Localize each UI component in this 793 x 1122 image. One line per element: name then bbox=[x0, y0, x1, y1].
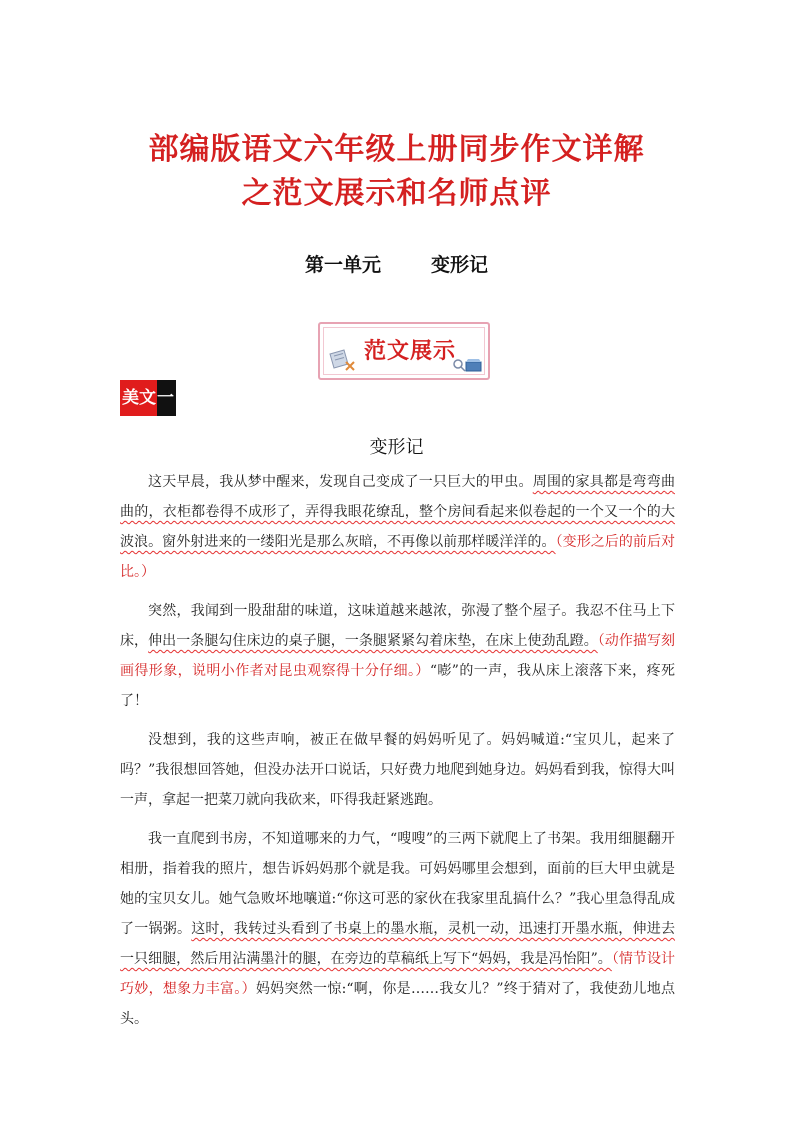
paragraph-text: “嘭”的一声，我从床上滚落下来，疼死了！ bbox=[120, 663, 675, 709]
paragraph-text: 妈妈突然一惊:“啊，你是……我女儿？”终于猜对了，我使劲儿地点头。 bbox=[120, 981, 676, 1027]
essay-body bbox=[120, 467, 675, 1043]
teacher-comment: （动作描写刻画得形象，说明小作者对昆虫观察得十分仔细。） bbox=[120, 633, 676, 679]
highlighted-sentence: 伸出一条腿勾住床边的桌子腿，一条腿紧紧勾着床垫，在床上使劲乱蹬。 bbox=[148, 633, 598, 649]
teacher-comment: （情节设计巧妙，想象力丰富。） bbox=[120, 951, 676, 997]
highlighted-sentence: 周围的家具都是弯弯曲曲的，衣柜都卷得不成形了，弄得我眼花缭乱，整个房间看起来似卷起的一个又一个的大波浪。窗外射进来的一缕阳光是那么灰暗，不再像以前那样暖洋洋的。 bbox=[120, 474, 675, 550]
paragraph-text: 我一直爬到书房，不知道哪来的力气，“嗖嗖”的三两下就爬上了书架。我用细腿翻开相册，指着我的照片，想告诉妈妈那个就是我。可妈妈哪里会想到，面前的巨大甲虫就是她的宝贝女儿。她气急败坏地嚷道:“你这可恶的家伙在我家里乱搞什么？”我心里急得乱成了一锅粥。 bbox=[120, 831, 675, 937]
unit-heading bbox=[0, 250, 793, 277]
teacher-comment: （变形之后的前后对比。） bbox=[120, 534, 676, 580]
paragraph-1 bbox=[120, 467, 675, 587]
paper-scroll-icon bbox=[326, 348, 356, 374]
badge-label: 范文展示 bbox=[364, 339, 457, 364]
title-line-1: 部编版语文六年级上册同步作文详解 bbox=[148, 132, 645, 167]
unit-number: 第一单元 bbox=[304, 254, 381, 276]
paragraph-text: 这天早晨，我从梦中醒来，发现自己变成了一只巨大的甲虫。 bbox=[148, 474, 533, 490]
paragraph-4 bbox=[120, 824, 675, 1034]
paragraph-3: 没想到，我的这些声响，被正在做早餐的妈妈听见了。妈妈喊道:“宝贝儿，起来了吗？”我很想回答她，但没办法开口说话，只好费力地爬到她身边。妈妈看到我，惊得大叫一声，拿起一把菜刀就向我砍来，吓得我赶紧逃跑。 bbox=[120, 732, 675, 808]
paragraph-2 bbox=[120, 596, 675, 716]
essay-title: 变形记 bbox=[369, 437, 424, 458]
essay-tag bbox=[120, 380, 176, 416]
document-title bbox=[0, 128, 793, 216]
highlighted-sentence: 这时，我转过头看到了书桌上的墨水瓶，灵机一动，迅速打开墨水瓶，伸进去一只细腿，然后用沾满墨汁的腿，在旁边的草稿纸上写下“妈妈，我是冯怡阳”。 bbox=[120, 921, 676, 967]
paragraph-text: 突然，我闻到一股甜甜的味道，这味道越来越浓，弥漫了整个屋子。我忍不住马上下床， bbox=[120, 603, 675, 649]
unit-topic: 变形记 bbox=[431, 254, 489, 276]
essay-tag-number: 一 bbox=[157, 380, 176, 416]
magnifier-book-icon bbox=[452, 356, 482, 374]
title-line-2: 之范文展示和名师点评 bbox=[241, 176, 552, 211]
section-badge bbox=[318, 322, 490, 380]
essay-tag-label: 美文 bbox=[120, 380, 157, 416]
